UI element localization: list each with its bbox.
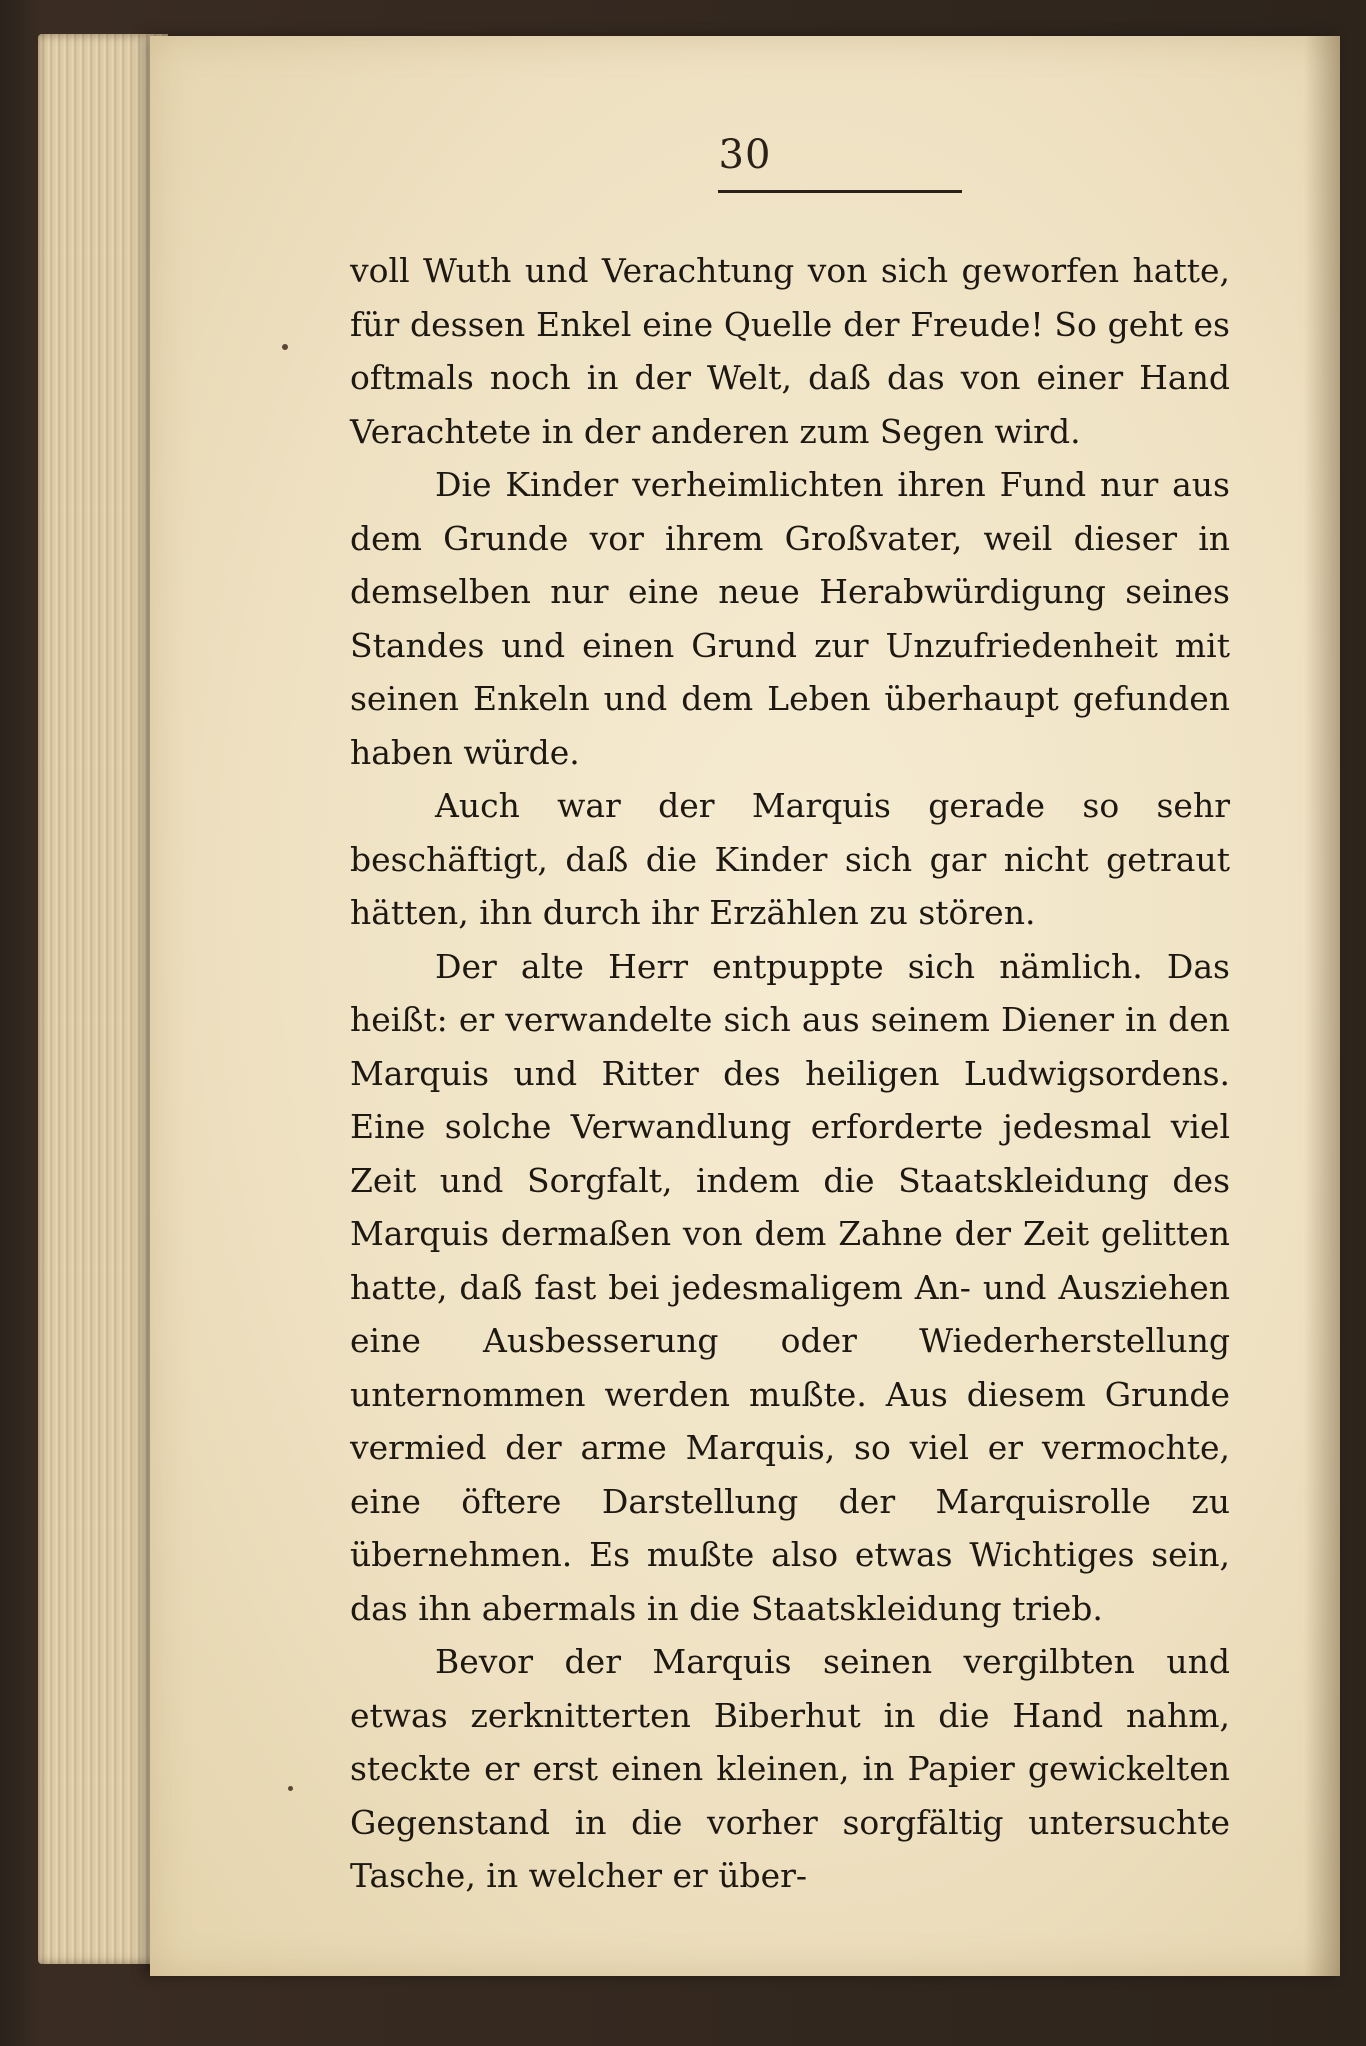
gutter-shadow (1304, 36, 1340, 1976)
book-page (150, 36, 1340, 1976)
page-edges (38, 34, 168, 1964)
paragraph: Auch war der Marquis gerade so sehr beschäftigt, daß die Kinder sich gar nicht getraut hätten, ihn durch ihr Erzählen zu stören. (350, 786, 1230, 932)
page-number: 30 (718, 132, 772, 178)
header-rule (718, 190, 962, 193)
body-text (350, 244, 1230, 1903)
paper-speck (288, 1786, 293, 1791)
paper-speck (282, 344, 288, 350)
paragraph: Der alte Herr entpuppte sich nämlich. Das heißt: er verwandelte sich aus seinem Diener in den Marquis und Ritter des heiligen Ludwigsordens. Eine solche Verwandlung erforderte jedesmal viel Zeit und Sorgfalt, indem die Staatskleidung des Marquis dermaßen von dem Zahne der Zeit gelitten hatte, daß fast bei jedesmaligem An- und Ausziehen eine Ausbesserung oder Wiederherstellung unternommen werden mußte. Aus diesem Grunde vermied der arme Marquis, so viel er vermochte, eine öftere Darstellung der Marquisrolle zu übernehmen. Es mußte also etwas Wichtiges sein, das ihn abermals in die Staatskleidung trieb. (350, 946, 1230, 1628)
paragraph: Die Kinder verheimlichten ihren Fund nur aus dem Grunde vor ihrem Großvater, weil dieser in demselben nur eine neue Herabwürdigung seines Standes und einen Grund zur Unzufriedenheit mit seinen Enkeln und dem Leben überhaupt gefunden haben würde. (350, 465, 1230, 772)
paragraph: Bevor der Marquis seinen vergilbten und etwas zerknitterten Biberhut in die Hand nahm, steckte er erst einen kleinen, in Papier gewickelten Gegenstand in die vorher sorgfältig untersuchte Tasche, in welcher er über- (350, 1642, 1230, 1895)
paragraph: voll Wuth und Verachtung von sich geworfen hatte, für dessen Enkel eine Quelle der Freude! So geht es oftmals noch in der Welt, daß das von einer Hand Verachtete in der anderen zum Segen wird. (350, 251, 1230, 451)
